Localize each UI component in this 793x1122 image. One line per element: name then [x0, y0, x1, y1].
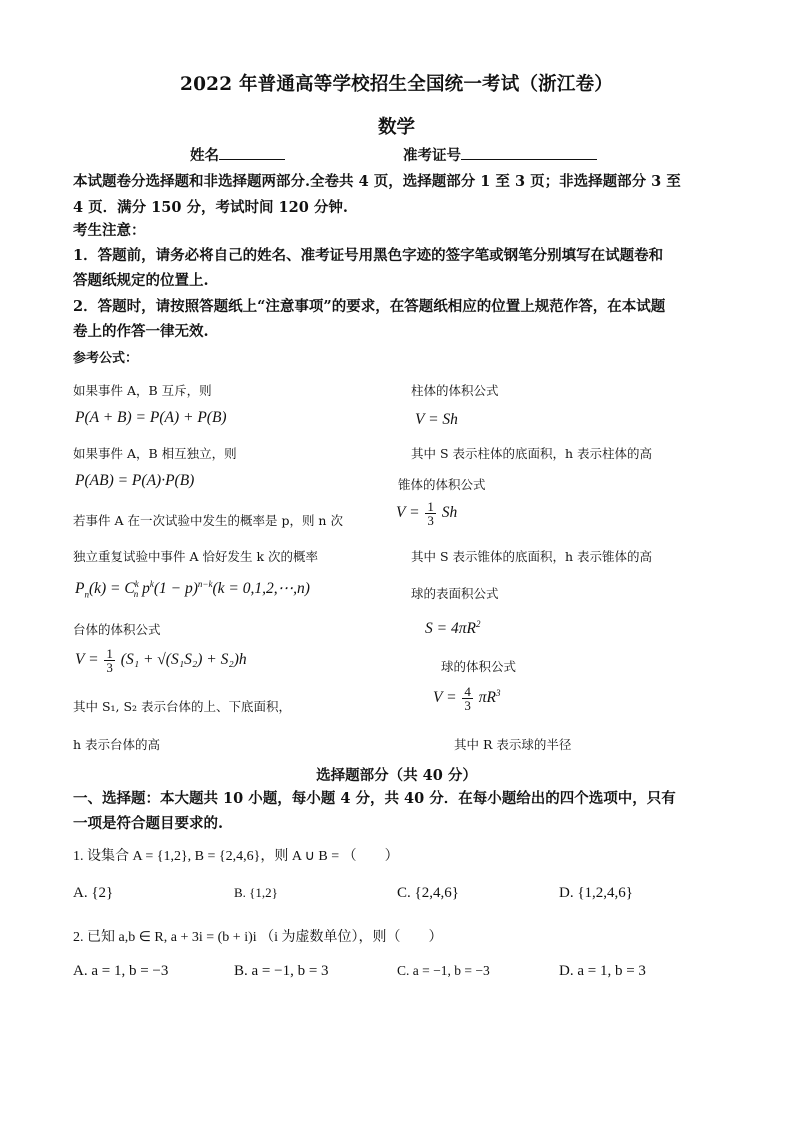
- question-1-option-c[interactable]: C. {2,4,6}: [397, 885, 459, 901]
- pyramid-lhs: V =: [396, 504, 420, 522]
- pyramid-den: 3: [427, 513, 434, 528]
- id-label: 准考证号: [403, 147, 461, 164]
- formula-right-4: 其中 S 表示锥体的底面积，h 表示锥体的高: [411, 549, 653, 564]
- formula-binomial: [75, 579, 310, 599]
- name-field: [190, 143, 285, 169]
- sphere-volume-rhs: πR: [478, 689, 497, 707]
- subject-title: 数学: [377, 117, 415, 138]
- binomial-range: (k = 0,1,2,⋯,n): [212, 580, 310, 598]
- question-2-stem: 2. 已知 a,b ∈ R, a + 3i = (b + i)i （i 为虚数单位），则（ ）: [73, 930, 443, 945]
- binomial-q-sup: n−k: [197, 579, 213, 589]
- sphere-area: S = 4πR: [425, 620, 476, 638]
- question-2-option-c[interactable]: C. a = −1, b = −3: [397, 963, 490, 978]
- sphere-volume-fraction: [462, 685, 473, 712]
- binomial-pk: p: [138, 580, 150, 598]
- binomial-pk-sup: k: [149, 579, 154, 589]
- formula-sphere-area: [425, 619, 480, 638]
- section-title: 选择题部分（共 40 分）: [316, 767, 477, 784]
- formula-left-4: 独立重复试验中事件 A 恰好发生 k 次的概率: [73, 549, 318, 564]
- formula-right-7: 其中 R 表示球的半径: [454, 737, 572, 752]
- section-instructions-2: 一项是符合题目要求的.: [73, 815, 224, 832]
- formula-left-1: 如果事件 A，B 互斥，则: [73, 383, 212, 398]
- sphere-volume-den: 3: [464, 698, 471, 713]
- formula-right-1: 柱体的体积公式: [411, 383, 499, 398]
- frustum-rhs: (S₁ + √(S₁S₂) + S₂)h: [120, 651, 247, 669]
- binomial-c-sub: n: [133, 589, 139, 600]
- question-1-option-b[interactable]: B. {1,2}: [234, 885, 278, 900]
- binomial-c: (k) = C: [88, 580, 135, 598]
- formula-left-6: 其中 S₁, S₂ 表示台体的上、下底面积，: [73, 699, 292, 714]
- notice-heading: 考生注意：: [73, 222, 146, 239]
- binomial-q: (1 − p): [153, 580, 198, 598]
- formula-left-2: 如果事件 A，B 相互独立，则: [73, 446, 237, 461]
- binomial-p: P: [75, 580, 85, 598]
- sphere-volume-num: 4: [464, 684, 471, 699]
- sphere-volume-lhs: V =: [433, 689, 457, 707]
- question-2-option-a[interactable]: A. a = 1, b = −3: [73, 963, 169, 979]
- intro-line-2: 4 页．满分 150 分，考试时间 120 分钟.: [73, 199, 348, 216]
- formula-prism: V = Sh: [415, 411, 458, 428]
- sphere-area-sup: 2: [475, 619, 481, 629]
- name-label: 姓名: [190, 147, 219, 164]
- question-1-option-d[interactable]: D. {1,2,4,6}: [559, 885, 633, 901]
- formula-right-2: 其中 S 表示柱体的底面积，h 表示柱体的高: [411, 446, 653, 461]
- binomial-c-sup: k: [134, 579, 139, 589]
- frustum-num: 1: [106, 646, 113, 661]
- question-2-option-b[interactable]: B. a = −1, b = 3: [234, 963, 329, 979]
- exam-title: 2022 年普通高等学校招生全国统一考试（浙江卷）: [180, 74, 613, 95]
- id-blank: [461, 145, 597, 160]
- pyramid-fraction: [425, 500, 436, 527]
- notice-item-1-line-2: 答题纸规定的位置上.: [73, 272, 209, 289]
- intro-line-1: 本试题卷分选择题和非选择题两部分.全卷共 4 页，选择题部分 1 至 3 页；非选择题部分 3 至: [73, 173, 681, 190]
- notice-item-1-line-1: 1．答题前，请务必将自己的姓名、准考证号用黑色字迹的签字笔或钢笔分别填写在试题卷和: [73, 247, 664, 264]
- formula-frustum: [75, 647, 247, 674]
- pyramid-num: 1: [427, 499, 434, 514]
- formula-right-6: 球的体积公式: [441, 659, 517, 674]
- id-field: [403, 143, 597, 169]
- formula-right-3: 锥体的体积公式: [398, 477, 486, 492]
- name-blank: [219, 145, 285, 160]
- sphere-volume-sup: 3: [496, 687, 501, 698]
- formula-mutually-exclusive: P(A + B) = P(A) + P(B): [75, 409, 227, 426]
- formula-left-5: 台体的体积公式: [73, 622, 161, 637]
- frustum-den: 3: [106, 660, 113, 675]
- question-2-option-d[interactable]: D. a = 1, b = 3: [559, 963, 646, 979]
- frustum-lhs: V =: [75, 651, 99, 669]
- formula-right-5: 球的表面积公式: [411, 586, 499, 601]
- notice-item-2-line-2: 卷上的作答一律无效.: [73, 323, 209, 340]
- section-instructions-1: 一、选择题：本大题共 10 小题，每小题 4 分，共 40 分．在每小题给出的四个选项中，只有: [73, 790, 676, 807]
- binomial-p-sub: n: [84, 589, 89, 600]
- formula-sphere-volume: [433, 685, 501, 712]
- question-1-stem: 1. 设集合 A = {1,2}, B = {2,4,6}，则 A ∪ B = （ ）: [73, 849, 399, 864]
- formula-pyramid: [396, 500, 457, 527]
- pyramid-rhs: Sh: [441, 504, 458, 522]
- formula-left-3: 若事件 A 在一次试验中发生的概率是 p，则 n 次: [73, 513, 343, 528]
- formula-left-7: h 表示台体的高: [73, 737, 161, 752]
- formulas-heading: 参考公式：: [73, 351, 139, 366]
- formula-independent: P(AB) = P(A)·P(B): [75, 472, 195, 489]
- question-1-option-a[interactable]: A. {2}: [73, 885, 114, 901]
- frustum-fraction: [104, 647, 115, 674]
- notice-item-2-line-1: 2．答题时，请按照答题纸上“注意事项”的要求，在答题纸相应的位置上规范作答，在本试题: [73, 298, 666, 315]
